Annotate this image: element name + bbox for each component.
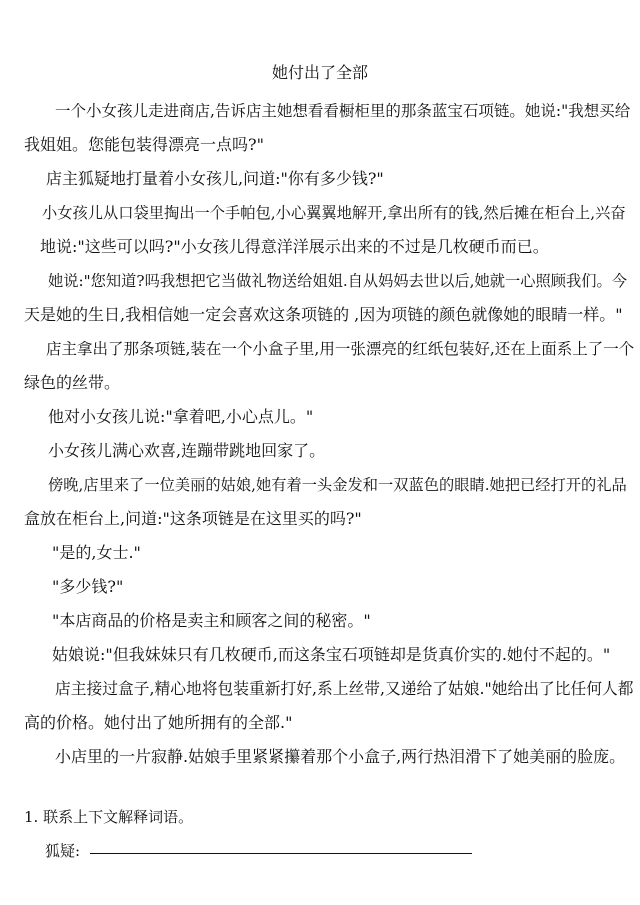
paragraph-3-line-1: 小女孩儿从口袋里掏出一个手帕包,小心翼翼地解开,拿出所有的钱,然后摊在柜台上,兴奋 — [42, 204, 626, 222]
paragraph-4-line-2: 天是她的生日,我相信她一定会喜欢这条项链的 ,因为项链的颜色就像她的眼睛一样。" — [24, 305, 623, 324]
paragraph-8-line-2: 盒放在柜台上,问道:"这条项链是在这里买的吗?" — [24, 509, 362, 528]
paragraph-7-line-1: 小女孩儿满心欢喜,连蹦带跳地回家了。 — [48, 441, 326, 460]
paragraph-13-line-2: 高的价格。她付出了她所拥有的全部." — [24, 713, 293, 732]
question-text: 1. 联系上下文解释词语。 — [24, 808, 194, 826]
paragraph-12-line-1: 姑娘说:"但我妹妹只有几枚硬币,而这条宝石项链却是货真价实的.她付不起的。" — [52, 645, 611, 664]
paragraph-1-line-1: 一个小女孩儿走进商店,告诉店主她想看看橱柜里的那条蓝宝石项链。她说:"我想买给 — [55, 102, 631, 120]
paragraph-14-line-1: 小店里的一片寂静.姑娘手里紧紧攥着那个小盒子,两行热泪滑下了她美丽的脸庞。 — [55, 747, 626, 766]
paragraph-9-line-1: "是的,女士." — [52, 543, 141, 562]
paragraph-3-line-2: 地说:"这些可以吗?"小女孩儿得意洋洋展示出来的不过是几枚硬币而已。 — [40, 237, 549, 256]
paragraph-2-line-1: 店主狐疑地打量着小女孩儿,问道:"你有多少钱?" — [46, 169, 384, 188]
paragraph-13-line-1: 店主接过盒子,精心地将包装重新打好,系上丝带,又递给了姑娘."她给出了比任何人都 — [55, 679, 634, 698]
paragraph-5-line-1: 店主拿出了那条项链,装在一个小盒子里,用一张漂亮的红纸包装好,还在上面系上了一个 — [46, 340, 635, 358]
paragraph-11-line-1: "本店商品的价格是卖主和顾客之间的秘密。" — [52, 611, 371, 630]
question-term-label: 狐疑: — [45, 842, 81, 860]
paragraph-4-line-1: 她说:"您知道?吗我想把它当做礼物送给姐姐.自从妈妈去世以后,她就一心照顾我们。今 — [48, 272, 628, 290]
paragraph-1-line-2: 我姐姐。您能包装得漂亮一点吗?" — [24, 135, 264, 154]
article-title: 她付出了全部 — [271, 63, 368, 82]
paragraph-6-line-1: 他对小女孩儿说:"拿着吧,小心点儿。" — [48, 407, 314, 426]
paragraph-10-line-1: "多少钱?" — [52, 577, 124, 596]
paragraph-5-line-2: 绿色的丝带。 — [24, 373, 121, 392]
paragraph-8-line-1: 傍晚,店里来了一位美丽的姑娘,她有着一头金发和一双蓝色的眼睛.她把已经打开的礼品 — [48, 476, 627, 494]
answer-line[interactable] — [90, 853, 472, 854]
